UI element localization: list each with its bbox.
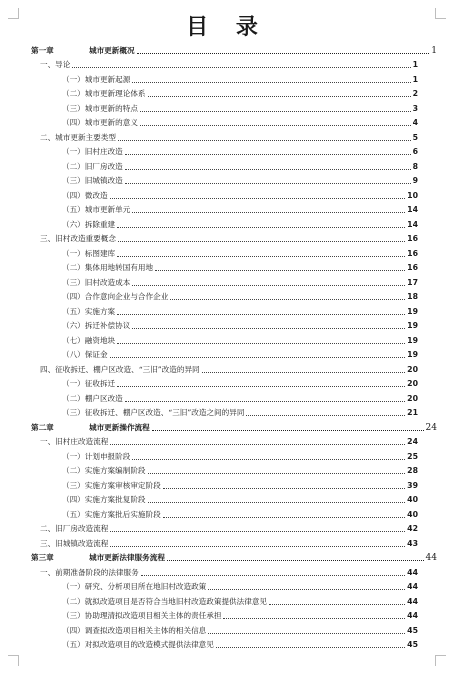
dot-leader (208, 589, 405, 590)
dot-leader (140, 111, 411, 112)
subsection-page-number: 3 (412, 103, 418, 113)
chapter-title: 城市更新操作流程 (89, 422, 150, 432)
toc-section[interactable] (0, 360, 454, 375)
subsection-title: （三）征收拆迁、棚户区改造、“三旧”改造之间的异同 (62, 408, 245, 417)
toc-subsection[interactable] (0, 621, 454, 636)
section-page-number: 1 (412, 60, 418, 69)
dot-leader (118, 140, 411, 141)
toc-subsection[interactable] (0, 404, 454, 419)
subsection-title: （一）城市更新起源 (62, 74, 131, 84)
dot-leader (110, 357, 406, 358)
subsection-page-number: 20 (407, 393, 418, 403)
dot-leader (132, 459, 405, 460)
toc-subsection[interactable] (0, 157, 454, 172)
subsection-page-number: 10 (407, 190, 418, 200)
chapter-page-number: 24 (425, 422, 437, 433)
subsection-page-number: 2 (412, 89, 418, 98)
subsection-page-number: 19 (407, 350, 418, 359)
dot-leader (223, 618, 405, 619)
dot-leader (132, 212, 405, 213)
section-title: 二、城市更新主要类型 (40, 132, 116, 142)
toc-subsection[interactable] (0, 447, 454, 462)
toc-subsection[interactable] (0, 201, 454, 216)
section-page-number: 24 (407, 437, 418, 446)
toc-subsection[interactable] (0, 462, 454, 477)
subsection-page-number: 4 (412, 118, 418, 127)
subsection-page-number: 40 (407, 509, 418, 519)
toc-subsection[interactable] (0, 85, 454, 100)
page-corner-mark (435, 655, 446, 666)
toc-subsection[interactable] (0, 186, 454, 201)
dot-leader (148, 502, 406, 503)
toc-subsection[interactable] (0, 143, 454, 158)
chapter-number: 第三章 (31, 553, 54, 562)
subsection-page-number: 17 (407, 277, 418, 287)
toc-subsection[interactable] (0, 331, 454, 346)
subsection-page-number: 25 (407, 451, 418, 461)
subsection-page-number: 14 (407, 205, 418, 214)
subsection-title: （六）拆迁补偿协议 (62, 321, 131, 330)
subsection-title: （二）城市更新理论体系 (62, 89, 146, 98)
dot-leader (110, 546, 405, 547)
section-page-number: 44 (407, 567, 418, 577)
subsection-page-number: 8 (412, 161, 418, 171)
toc-section[interactable] (0, 230, 454, 245)
subsection-page-number: 45 (407, 640, 418, 649)
dot-leader (117, 314, 405, 315)
toc-subsection[interactable] (0, 636, 454, 651)
subsection-title: （五）实施方案 (62, 306, 116, 316)
subsection-title: （六）拆除重建 (62, 219, 116, 229)
subsection-title: （二）实施方案编制阶段 (62, 466, 146, 475)
subsection-title: （七）融资地块 (62, 335, 116, 345)
dot-leader (110, 444, 405, 445)
section-title: 二、旧厂房改造流程 (40, 524, 109, 533)
dot-leader (72, 67, 410, 68)
dot-leader (269, 604, 405, 605)
subsection-title: （三）实施方案审核审定阶段 (62, 480, 161, 490)
section-title: 三、旧城镇改造流程 (40, 538, 109, 548)
dot-leader (137, 53, 430, 54)
table-of-contents (0, 41, 454, 650)
chapter-title: 城市更新概况 (89, 45, 135, 55)
dot-leader (118, 241, 405, 242)
subsection-title: （四）调查拟改造项目相关主体的相关信息 (62, 625, 207, 635)
toc-subsection[interactable] (0, 172, 454, 187)
dot-leader (163, 488, 405, 489)
toc-section[interactable] (0, 563, 454, 578)
subsection-page-number: 44 (407, 582, 418, 591)
subsection-page-number: 6 (412, 147, 418, 156)
section-title: 一、前期准备阶段的法律服务 (40, 567, 139, 577)
section-page-number: 5 (412, 132, 418, 142)
toc-subsection[interactable] (0, 592, 454, 607)
section-page-number: 20 (407, 364, 418, 374)
section-page-number: 42 (407, 524, 418, 533)
chapter-number: 第二章 (31, 422, 54, 432)
dot-leader (110, 531, 405, 532)
toc-subsection[interactable] (0, 578, 454, 593)
toc-section[interactable] (0, 56, 454, 71)
page-corner-mark (8, 655, 19, 666)
toc-section[interactable] (0, 128, 454, 143)
subsection-page-number: 21 (407, 408, 418, 417)
subsection-title: （五）实施方案批后实施阶段 (62, 509, 161, 519)
dot-leader (125, 401, 405, 402)
subsection-page-number: 1 (412, 74, 418, 84)
subsection-title: （一）计划申报阶段 (62, 451, 131, 461)
dot-leader (155, 270, 405, 271)
toc-section[interactable] (0, 433, 454, 448)
dot-leader (140, 125, 411, 126)
dot-leader (202, 372, 406, 373)
subsection-title: （一）征收拆迁 (62, 379, 116, 388)
subsection-title: （二）就拟改造项目是否符合当地旧村改造政策提供法律意见 (62, 596, 268, 606)
subsection-title: （二）棚户区改造 (62, 393, 123, 403)
chapter-number: 第一章 (31, 45, 54, 55)
toc-subsection[interactable] (0, 244, 454, 259)
toc-subsection[interactable] (0, 70, 454, 85)
section-title: 一、导论 (40, 60, 71, 69)
subsection-title: （三）旧城镇改造 (62, 176, 123, 185)
chapter-page-number: 44 (425, 553, 437, 563)
subsection-title: （五）城市更新单元 (62, 205, 131, 214)
subsection-title: （四）实施方案批复阶段 (62, 495, 146, 504)
subsection-page-number: 20 (407, 379, 418, 388)
dot-leader (125, 154, 411, 155)
toc-section[interactable] (0, 520, 454, 535)
dot-leader (117, 343, 405, 344)
toc-title: 目 录 (186, 15, 268, 40)
subsection-page-number: 44 (407, 596, 418, 606)
subsection-title: （二）集体用地转国有用地 (62, 263, 154, 272)
subsection-page-number: 19 (407, 335, 418, 345)
subsection-page-number: 40 (407, 495, 418, 504)
subsection-page-number: 19 (407, 306, 418, 316)
subsection-page-number: 16 (407, 248, 418, 258)
dot-leader (132, 285, 405, 286)
subsection-title: （三）旧村改造成本 (62, 277, 131, 287)
subsection-page-number: 44 (407, 611, 418, 620)
subsection-title: （八）保证金 (62, 350, 108, 359)
toc-subsection[interactable] (0, 346, 454, 361)
subsection-page-number: 18 (407, 292, 418, 301)
toc-subsection[interactable] (0, 114, 454, 129)
subsection-title: （四）微改造 (62, 190, 108, 200)
dot-leader (117, 386, 405, 387)
dot-leader (125, 169, 411, 170)
toc-subsection[interactable] (0, 389, 454, 404)
subsection-page-number: 14 (407, 219, 418, 229)
toc-subsection[interactable] (0, 476, 454, 491)
dot-leader (132, 328, 405, 329)
subsection-title: （一）标图建库 (62, 248, 116, 258)
toc-subsection[interactable] (0, 375, 454, 390)
section-page-number: 16 (407, 234, 418, 243)
dot-leader (125, 183, 411, 184)
chapter-page-number: 1 (431, 45, 437, 56)
toc-subsection[interactable] (0, 215, 454, 230)
section-title: 三、旧村改造重要概念 (40, 234, 116, 243)
toc-subsection[interactable] (0, 302, 454, 317)
subsection-title: （一）研究、分析项目所在地旧村改造政策 (62, 582, 207, 591)
dot-leader (246, 415, 405, 416)
subsection-title: （五）对拟改造项目的改造模式提供法律意见 (62, 640, 214, 649)
subsection-page-number: 28 (407, 466, 418, 475)
dot-leader (152, 430, 424, 431)
toc-subsection[interactable] (0, 288, 454, 303)
dot-leader (110, 198, 406, 199)
toc-chapter[interactable] (0, 418, 454, 433)
subsection-page-number: 9 (412, 176, 418, 185)
subsection-title: （四）合作意向企业与合作企业 (62, 292, 169, 301)
subsection-title: （一）旧村庄改造 (62, 147, 123, 156)
subsection-title: （二）旧厂房改造 (62, 161, 123, 171)
section-title: 四、征收拆迁、棚户区改造、“三旧”改造的异同 (40, 364, 200, 374)
dot-leader (216, 647, 405, 648)
dot-leader (167, 560, 424, 561)
dot-leader (117, 256, 405, 257)
section-title: 一、旧村庄改造流程 (40, 437, 109, 446)
section-page-number: 43 (407, 538, 418, 548)
chapter-title: 城市更新法律服务流程 (89, 553, 165, 562)
dot-leader (208, 633, 405, 634)
toc-chapter[interactable] (0, 549, 454, 564)
dot-leader (141, 575, 405, 576)
dot-leader (148, 96, 411, 97)
dot-leader (117, 227, 405, 228)
subsection-title: （四）城市更新的意义 (62, 118, 138, 127)
toc-subsection[interactable] (0, 259, 454, 274)
dot-leader (132, 82, 410, 83)
toc-subsection[interactable] (0, 607, 454, 622)
subsection-page-number: 39 (407, 480, 418, 490)
subsection-title: （三）城市更新的特点 (62, 103, 138, 113)
toc-subsection[interactable] (0, 273, 454, 288)
dot-leader (163, 517, 405, 518)
toc-subsection[interactable] (0, 317, 454, 332)
subsection-title: （三）协助理清拟改造项目相关主体的责任承担 (62, 611, 222, 620)
toc-section[interactable] (0, 534, 454, 549)
subsection-page-number: 16 (407, 263, 418, 272)
dot-leader (170, 299, 405, 300)
subsection-page-number: 19 (407, 321, 418, 330)
toc-subsection[interactable] (0, 505, 454, 520)
toc-subsection[interactable] (0, 99, 454, 114)
subsection-page-number: 45 (407, 625, 418, 635)
toc-chapter[interactable] (0, 41, 454, 56)
toc-subsection[interactable] (0, 491, 454, 506)
dot-leader (148, 473, 406, 474)
